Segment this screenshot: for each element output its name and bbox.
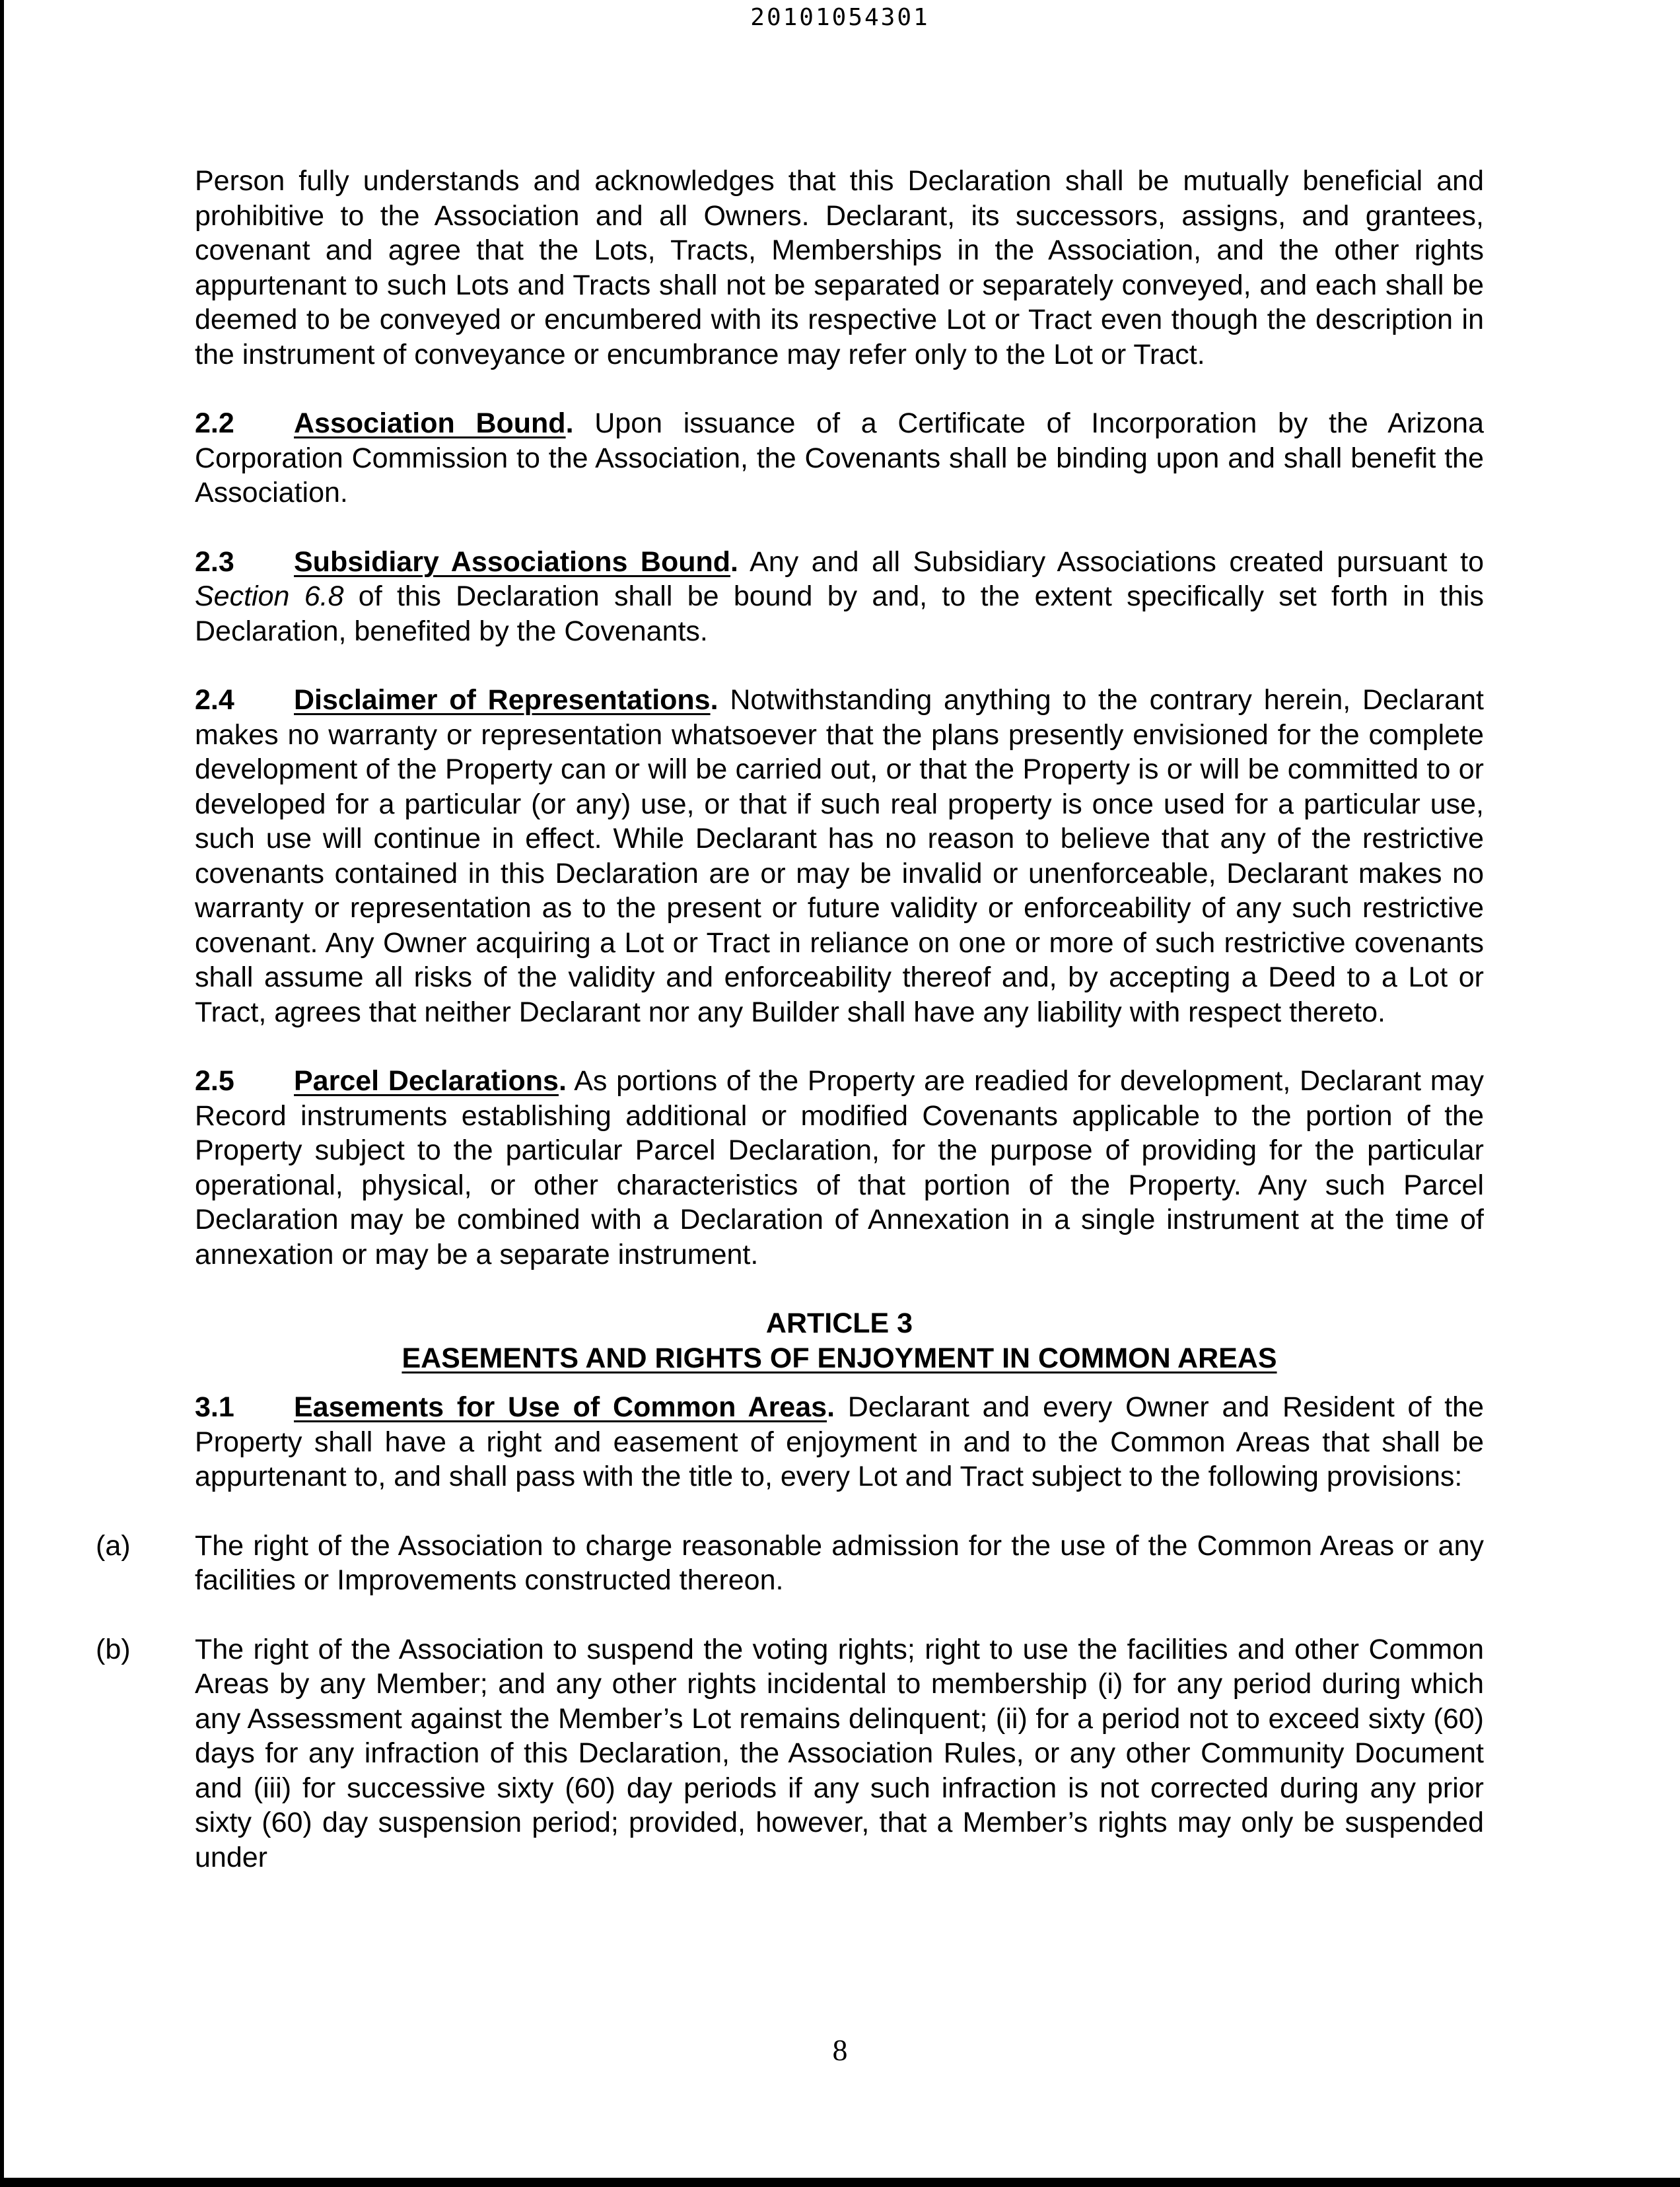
- section-text: Upon issuance of a Certificate of Incorporation by the Arizona Corporation Commission to the Association, the Covenants shall be binding upon and shall benefit the Association.: [195, 407, 1484, 508]
- section-title: Subsidiary Associations Bound: [294, 545, 731, 578]
- article-number: ARTICLE 3: [765, 1307, 913, 1339]
- section-2-5: [195, 1064, 1484, 1272]
- section-2-4: [195, 683, 1484, 1029]
- section-title: Parcel Declarations: [294, 1065, 559, 1097]
- list-item-text: The right of the Association to suspend the voting rights; right to use the facilities and other Common Areas by any Member; and any other rights incidental to membership (i) for any period during which any Assessment against the Member’s Lot remains delinquent; (ii) for a period not to exceed sixty (60) days for any infraction of this Declaration, the Association Rules, or any other Community Document and (iii) for successive sixty (60) day periods if any such infraction is not corrected during any prior sixty (60) day suspension period; provided, however, that a Member’s rights may only be suspended under: [195, 1633, 1484, 1873]
- document-body: [96, 164, 1484, 1909]
- article-title: EASEMENTS AND RIGHTS OF ENJOYMENT IN COMMON AREAS: [402, 1342, 1277, 1374]
- section-text-continued: of this Declaration shall be bound by and, to the extent specifically set forth in this Declaration, benefited by the Covenants.: [195, 580, 1484, 647]
- section-text: Declarant and every Owner and Resident of the Property shall have a right and easement of enjoyment in and to the Common Areas that shall be appurtenant to, and shall pass with the title to, every Lot and Tract subject to the following provisions:: [195, 1391, 1484, 1492]
- provision-b: [96, 1632, 1484, 1875]
- section-reference: Section 6.8: [195, 580, 344, 612]
- article-heading: [195, 1306, 1484, 1375]
- section-title-period: .: [827, 1391, 835, 1423]
- list-item-text: The right of the Association to charge reasonable admission for the use of the Common Areas or any facilities or Improvements constructed thereon.: [195, 1529, 1484, 1596]
- section-text: Any and all Subsidiary Associations created pursuant to: [738, 545, 1484, 578]
- section-3-1: [195, 1390, 1484, 1494]
- page-number: 8: [832, 2033, 848, 2067]
- section-number: 2.3: [195, 545, 234, 578]
- section-text: As portions of the Property are readied for development, Declarant may Record instruments establishing additional or modified Covenants applicable to the portion of the Property subject to the particular Parcel Declaration, for the purpose of providing for the particular operational, physical, or other characteristics of that portion of the Property. Any such Parcel Declaration may be combined with a Declaration of Annexation in a single instrument at the time of annexation or may be a separate instrument.: [195, 1065, 1484, 1270]
- section-title: Disclaimer of Representations: [294, 684, 711, 716]
- section-number: 2.2: [195, 407, 234, 439]
- section-title: Association Bound: [294, 407, 566, 439]
- section-title-period: .: [558, 1065, 567, 1097]
- section-2-3: [195, 545, 1484, 649]
- section-number: 2.4: [195, 684, 234, 716]
- page-left-border: [0, 0, 4, 2187]
- list-marker: (b): [96, 1633, 131, 1665]
- section-text: Notwithstanding anything to the contrary herein, Declarant makes no warranty or representation whatsoever that the plans presently envisioned for the complete development of the Property can or will be carried out, or that the Property is or will be committed to or developed for a particular (or any) use, or that if such real property is once used for a particular use, such use will continue in effect. While Declarant has no reason to believe that any of the restrictive covenants contained in this Declaration are or may be invalid or unenforceable, Declarant makes no warranty or representation as to the present or future validity or enforceability of any such restrictive covenant. Any Owner acquiring a Lot or Tract in reliance on one or more of such restrictive covenants shall assume all risks of the validity and enforceability thereof and, by accepting a Deed to a Lot or Tract, agrees that neither Declarant nor any Builder shall have any liability with respect thereto.: [195, 684, 1484, 1028]
- opening-paragraph: Person fully understands and acknowledges that this Declaration shall be mutually beneficial and prohibitive to the Association and all Owners. Declarant, its successors, assigns, and grantees, covenant and agree that the Lots, Tracts, Memberships in the Association, and the other rights appurtenant to such Lots and Tracts shall not be separated or separately conveyed, and each shall be deemed to be conveyed or encumbered with its respective Lot or Tract even though the description in the instrument of conveyance or encumbrance may refer only to the Lot or Tract.: [195, 165, 1484, 370]
- section-number: 2.5: [195, 1065, 234, 1097]
- section-number: 3.1: [195, 1391, 234, 1423]
- section-2-2: [195, 406, 1484, 510]
- section-title: Easements for Use of Common Areas: [294, 1391, 827, 1423]
- list-marker: (a): [96, 1529, 131, 1562]
- section-title-period: .: [710, 684, 718, 716]
- section-title-period: .: [565, 407, 574, 439]
- page-bottom-border: [0, 2178, 1680, 2187]
- section-title-period: .: [730, 545, 738, 578]
- document-number: 20101054301: [750, 4, 930, 31]
- provision-a: [96, 1529, 1484, 1598]
